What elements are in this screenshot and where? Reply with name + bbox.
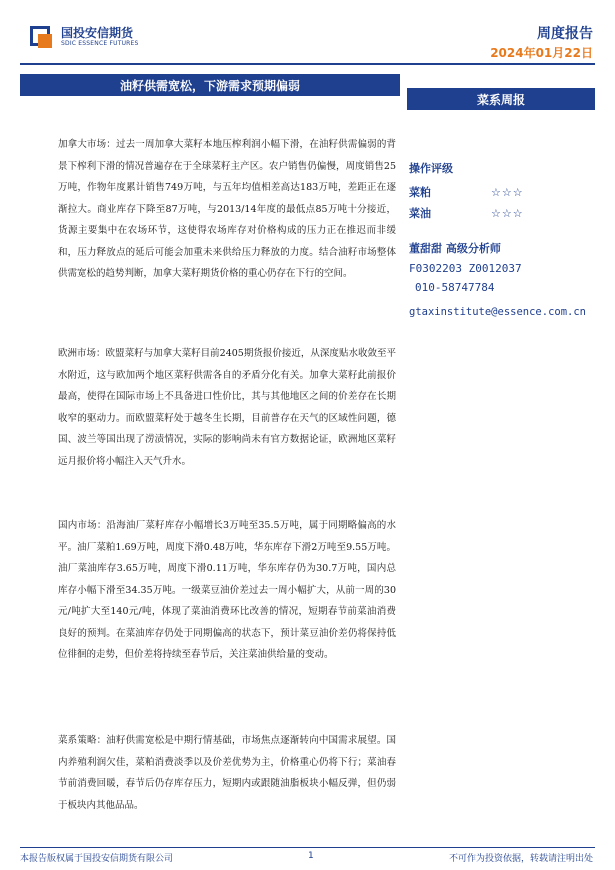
analyst-email[interactable]: gtaxinstitute@essence.com.cn (409, 306, 587, 318)
footer-copyright: 本报告版权属于国投安信期货有限公司 (20, 854, 174, 864)
paragraph-strategy: 菜系策略：油籽供需宽松是中期行情基础，市场焦点逐渐转向中国需求展望。国内养殖利润欠佳，菜粕消费淡季以及价差优势为主，价格重心仍将下行；菜油春节前消费回暖，春节后仍存库存压力，短期内或跟随油脂板块小幅反弹，但仍弱于板块内其他品品。 (58, 735, 396, 811)
logo-name-cn: 国投安信期货 (61, 26, 134, 40)
paragraph-domestic-market: 国内市场：沿海油厂菜籽库存小幅增长3万吨至35.5万吨，属于同期略偏高的水平。油厂菜粕1.69万吨，周度下滑0.48万吨，华东库存下滑2万吨至9.55万吨。油厂菜油库存3.65万吨，周度下滑0.11万吨，华东库存仍为30.7万吨，国内总库存小幅下滑至34.35万吨。一级菜豆油价差过去一周小幅扩大，从前一周的30元/吨扩大至140元/吨，体现了菜油消费环比改善的情况，短期春节前菜油消费良好的预判。在菜油库存仍处于同期偏高的状态下，预计菜豆油价差仍将保持低位徘徊的走势，但价差将持续至春节后，关注菜油供给量的变动。 (58, 520, 396, 660)
analyst-phone: 010-58747784 (415, 281, 495, 294)
logo-mark-icon (30, 26, 56, 48)
company-logo (30, 26, 139, 48)
paragraph-canada-market: 加拿大市场：过去一周加拿大菜籽本地压榨利润小幅下滑，在油籽供需偏弱的背景下榨利下滑的情况普遍存在于全球菜籽主产区。农户销售仍偏慢，周度销售25万吨，作物年度累计销售749万吨，与五年均值相差高达183万吨，差距正在逐渐拉大。商业库存下降至87万吨，与2013/14年度的最低点85万吨十分接近，货源主要集中在农场环节，这使得农场库存对价格构成的压力正在推迟而非缓和，压力释放点的延后可能会加重未来供给压力释放的力度。结合油籽市场整体供需宽松的趋势判断，加拿大菜籽期货价格的重心仍存在下行的空间。 (58, 139, 396, 279)
report-category-tag: 菜系周报 (407, 88, 595, 110)
rating-row (409, 203, 609, 224)
rating-stars-icon: ☆☆☆ (491, 186, 524, 199)
page-number: 1 (308, 851, 314, 861)
analyst-license: F0302203 Z0012037 (409, 262, 522, 275)
rating-stars-icon: ☆☆☆ (491, 207, 524, 220)
paragraph-europe-market: 欧洲市场：欧盟菜籽与加拿大菜籽目前2405期货报价接近，从深度贴水收敛至平水附近，这与欧加两个地区菜籽供需各自的矛盾分化有关。加拿大菜籽此前报价最高，使得在国际市场上不具备进口性价比，其与其他地区之间的价差存在长期收窄的驱动力。而欧盟菜籽处于越冬生长期，目前普存在天气的区域性问题，德国、波兰等国出现了涝渍情况，实际的影响尚未有官方数据论证，欧洲地区菜籽远月报价将小幅注入天气升水。 (58, 348, 396, 467)
footer-divider (20, 847, 595, 848)
sidebar-panel (409, 160, 609, 318)
logo-name-en: SDIC ESSENCE FUTURES (61, 40, 139, 47)
rating-row (409, 182, 609, 203)
rating-heading: 操作评级 (409, 162, 453, 175)
analyst-name: 董甜甜 高级分析师 (409, 242, 501, 255)
report-date: 2024年01月22日 (490, 46, 593, 60)
footer-disclaimer: 不可作为投资依据，转载请注明出处 (448, 854, 593, 864)
report-title-banner: 油籽供需宽松，下游需求预期偏弱 (20, 74, 400, 96)
header-divider (20, 63, 595, 65)
report-type: 周度报告 (537, 26, 593, 42)
rating-name: 菜油 (409, 207, 431, 220)
rating-name: 菜粕 (409, 186, 431, 199)
